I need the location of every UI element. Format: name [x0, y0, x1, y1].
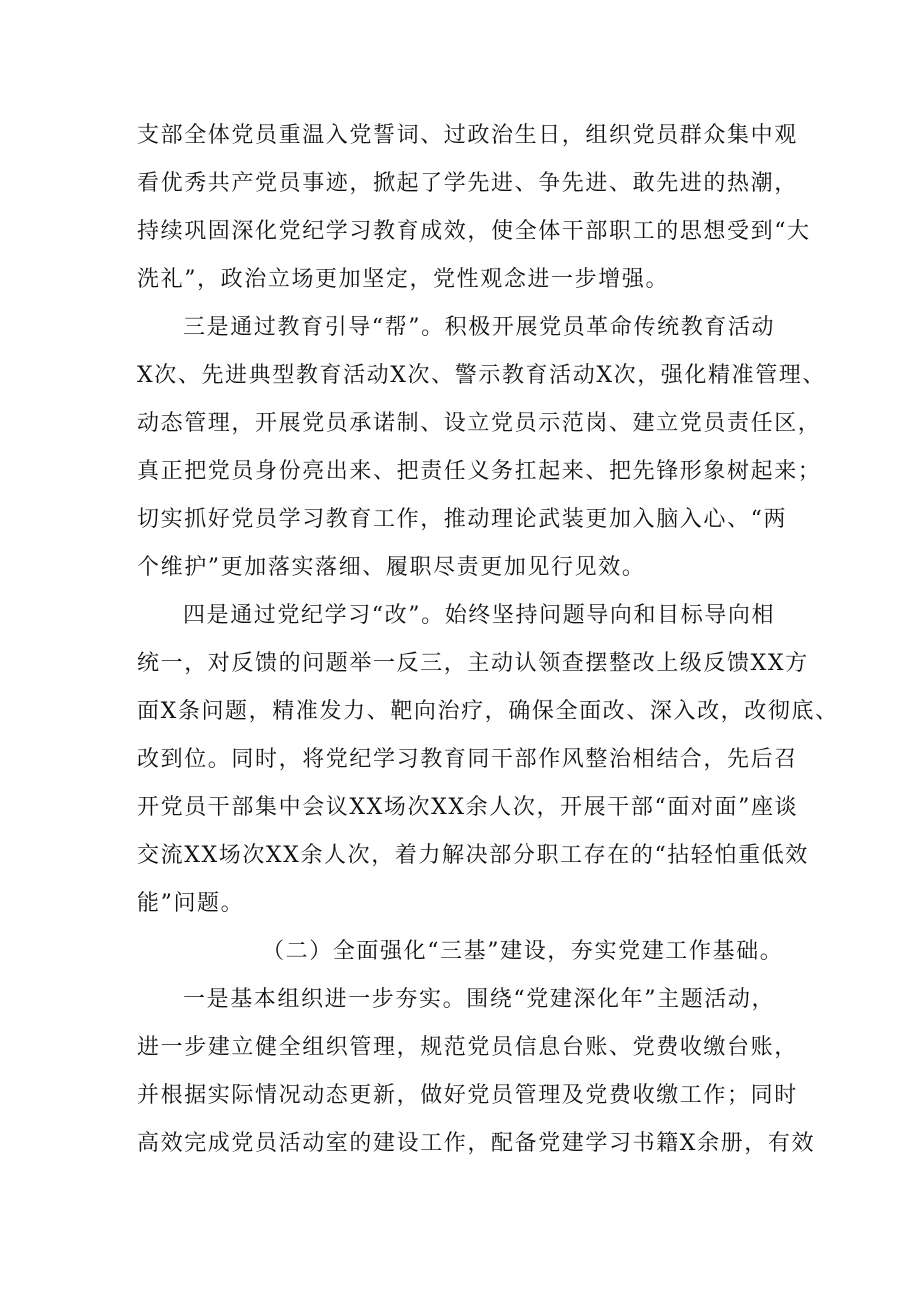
body-text-line: 切实抓好党员学习教育工作，推动理论武装更加入脑入心、“两	[137, 507, 788, 532]
body-text-line: 面X条问题，精准发力、靶向治疗，确保全面改、深入改，改彻底、	[137, 699, 839, 724]
body-text-line: 看优秀共产党员事迹，掀起了学先进、争先进、敢先进的热潮，	[137, 171, 798, 196]
body-text-line: 开党员干部集中会议XX场次XX余人次，开展干部“面对面”座谈	[137, 795, 799, 820]
body-text-line: 统一，对反馈的问题举一反三，主动认领查摆整改上级反馈XX方	[137, 651, 809, 676]
body-text-line: 洗礼”，政治立场更加坚定，党性观念进一步增强。	[137, 267, 670, 292]
paragraph-start-line: 三是通过教育引导“帮”。积极开展党员革命传统教育活动	[183, 315, 776, 340]
body-text-line: 并根据实际情况动态更新，做好党员管理及党费收缴工作；同时	[137, 1083, 798, 1108]
body-text-line: 改到位。同时，将党纪学习教育同干部作风整治相结合，先后召	[137, 747, 798, 772]
body-text-line: 高效完成党员活动室的建设工作，配备党建学习书籍X余册，有效	[137, 1131, 816, 1156]
body-text-line: 个维护”更加落实落细、履职尽责更加见行见效。	[137, 555, 646, 580]
paragraph-start-line: 四是通过党纪学习“改”。始终坚持问题导向和目标导向相	[183, 603, 776, 628]
body-text-line: 交流XX场次XX余人次，着力解决部分职工存在的“拈轻怕重低效	[137, 843, 809, 868]
section-heading: （二）全面强化“三基”建设，夯实党建工作基础。	[262, 939, 784, 964]
body-text-line: 动态管理，开展党员承诺制、设立党员示范岗、建立党员责任区，	[137, 411, 822, 436]
body-text-line: 支部全体党员重温入党誓词、过政治生日，组织党员群众集中观	[137, 123, 798, 148]
body-text-line: 能”问题。	[137, 891, 245, 916]
body-text-line: X次、先进典型教育活动X次、警示教育活动X次，强化精准管理、	[137, 363, 826, 388]
paragraph-start-line: 一是基本组织进一步夯实。围绕“党建深化年”主题活动，	[183, 987, 776, 1012]
body-text-line: 持续巩固深化党纪学习教育成效，使全体干部职工的思想受到“大	[137, 219, 811, 244]
body-text-line: 进一步建立健全组织管理，规范党员信息台账、党费收缴台账，	[137, 1035, 798, 1060]
body-text-line: 真正把党员身份亮出来、把责任义务扛起来、把先锋形象树起来；	[137, 459, 822, 484]
